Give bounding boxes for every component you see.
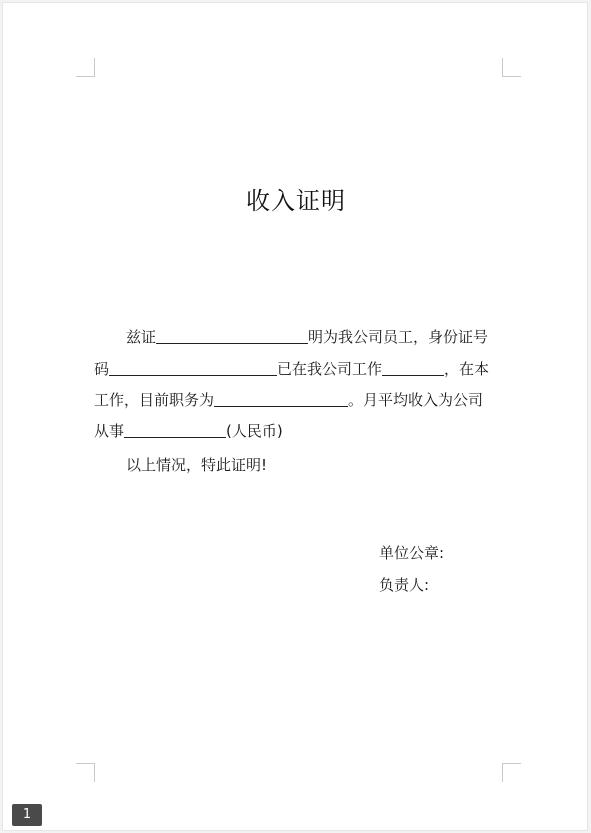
line2-suffix: ，在本 bbox=[444, 360, 490, 378]
paragraph-line-4 bbox=[94, 421, 283, 441]
line4-suffix: (人民币) bbox=[226, 422, 283, 440]
paragraph-line-5: 以上情况，特此证明! bbox=[126, 456, 268, 474]
income-blank[interactable] bbox=[124, 422, 226, 438]
paragraph-line-1 bbox=[126, 327, 488, 347]
work-duration-blank[interactable] bbox=[382, 360, 444, 376]
line2-prefix: 码 bbox=[94, 360, 110, 378]
position-blank[interactable] bbox=[214, 391, 348, 407]
document-title: 收入证明 bbox=[246, 187, 346, 215]
id-number-blank[interactable] bbox=[109, 360, 277, 376]
line1-suffix: 明为我公司员工，身份证号 bbox=[308, 328, 489, 346]
line1-prefix: 兹证 bbox=[126, 328, 157, 346]
margin-mark-top-right bbox=[502, 58, 521, 77]
line3-prefix: 工作，目前职务为 bbox=[94, 391, 215, 409]
line3-suffix: 。月平均收入为公司 bbox=[348, 391, 484, 409]
margin-mark-top-left bbox=[76, 58, 95, 77]
responsible-person-label: 负责人: bbox=[379, 576, 430, 594]
name-blank[interactable] bbox=[156, 328, 308, 344]
paragraph-line-2 bbox=[94, 359, 489, 379]
paragraph-line-3 bbox=[94, 390, 483, 410]
page-number-badge[interactable]: 1 bbox=[12, 804, 42, 826]
company-stamp-label: 单位公章: bbox=[379, 544, 445, 562]
document-page bbox=[2, 2, 588, 831]
line4-prefix: 从事 bbox=[94, 422, 125, 440]
margin-mark-bottom-right bbox=[502, 763, 521, 782]
line2-middle: 已在我公司工作 bbox=[277, 360, 383, 378]
margin-mark-bottom-left bbox=[76, 763, 95, 782]
